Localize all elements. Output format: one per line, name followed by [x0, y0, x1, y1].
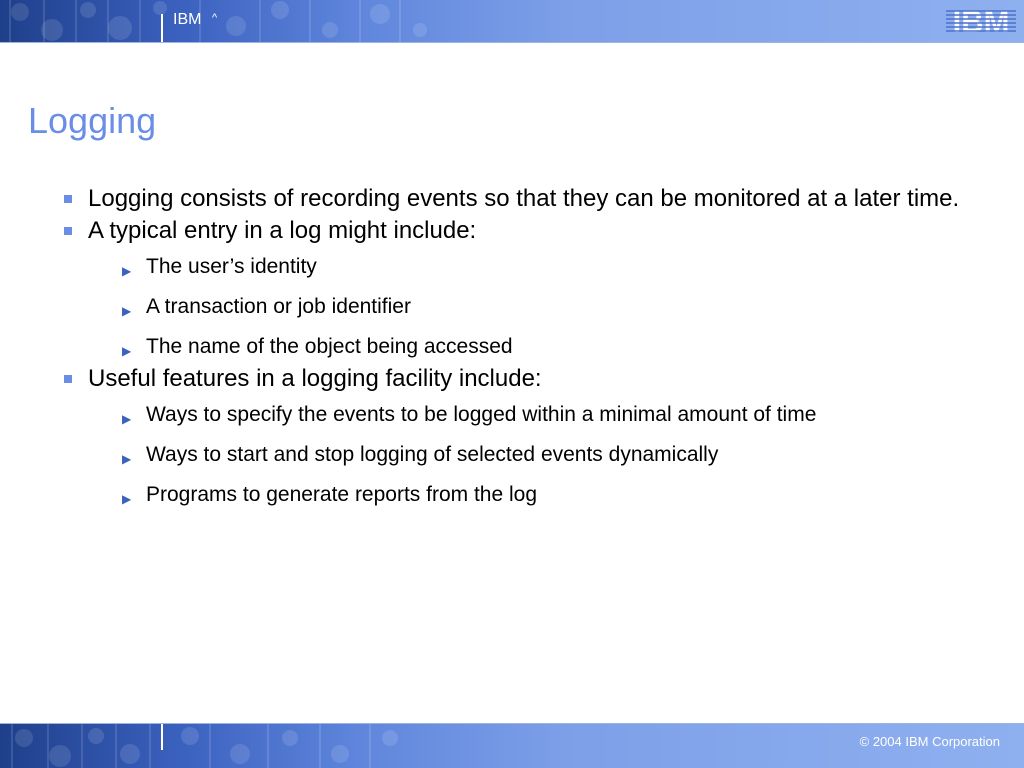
- header-band: [0, 0, 1024, 42]
- slide-content: [62, 184, 982, 522]
- header-divider: [0, 42, 1024, 43]
- copyright-text: © 2004 IBM Corporation: [859, 734, 1000, 749]
- bullet-2-subitems: [62, 254, 982, 360]
- square-bullet-icon: [64, 195, 72, 203]
- sub-bullet: [62, 294, 982, 320]
- square-bullet-icon: [64, 227, 72, 235]
- sub-bullet-text: The name of the object being accessed: [146, 335, 513, 358]
- bullet-text: Logging consists of recording events so that they can be monitored at a later time.: [88, 185, 960, 212]
- brand-label: IBM: [173, 11, 202, 28]
- slide-title: Logging: [28, 100, 157, 141]
- bullet-1: [62, 184, 982, 214]
- arrow-bullet-icon: ▶: [122, 264, 132, 278]
- bullet-text: A typical entry in a log might include:: [88, 217, 477, 244]
- square-bullet-icon: [64, 375, 72, 383]
- bullet-2: [62, 216, 982, 246]
- sub-bullet: [62, 482, 982, 508]
- footer-band: [0, 724, 1024, 768]
- arrow-bullet-icon: ▶: [122, 452, 132, 466]
- sub-bullet-text: Ways to start and stop logging of selected events dynamically: [146, 443, 719, 466]
- header-pattern: [0, 0, 1024, 42]
- caret-icon: ^: [212, 12, 218, 24]
- sub-bullet-text: Programs to generate reports from the log: [146, 483, 538, 506]
- ibm-logo-text: IBM: [952, 4, 1010, 39]
- sub-bullet: [62, 402, 982, 428]
- arrow-bullet-icon: ▶: [122, 304, 132, 318]
- sub-bullet: [62, 442, 982, 468]
- sub-bullet: [62, 334, 982, 360]
- sub-bullet: [62, 254, 982, 280]
- arrow-bullet-icon: ▶: [122, 344, 132, 358]
- ibm-logo: [946, 3, 1016, 39]
- bullet-text: Useful features in a logging facility include:: [88, 365, 542, 392]
- arrow-bullet-icon: ▶: [122, 412, 132, 426]
- sub-bullet-text: Ways to specify the events to be logged within a minimal amount of time: [146, 403, 817, 426]
- sub-bullet-text: The user’s identity: [146, 255, 317, 278]
- arrow-bullet-icon: ▶: [122, 492, 132, 506]
- sub-bullet-text: A transaction or job identifier: [146, 295, 411, 318]
- bullet-3-subitems: [62, 402, 982, 508]
- bullet-3: [62, 364, 982, 394]
